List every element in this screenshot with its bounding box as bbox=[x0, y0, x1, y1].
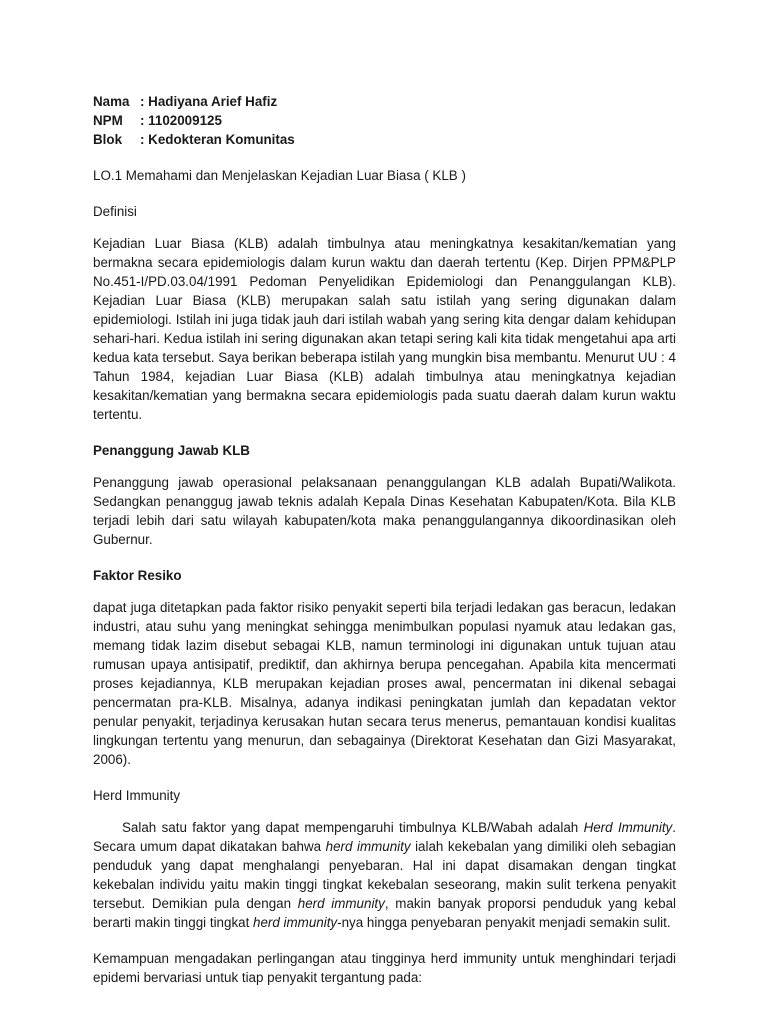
kemampuan-body: Kemampuan mengadakan perlingangan atau tingginya herd immunity untuk menghindari terjadi epidemi bervariasi untuk tiap penyakit tergantung pada: bbox=[93, 951, 676, 985]
herd-italic-3: herd immunity bbox=[297, 896, 385, 911]
herd-italic-2: herd immunity bbox=[325, 839, 411, 854]
nama-row bbox=[93, 92, 676, 111]
herd-text-1: Salah satu faktor yang dapat mempengaruhi timbulnya KLB/Wabah adalah bbox=[122, 820, 584, 835]
penanggung-heading: Penanggung Jawab KLB bbox=[93, 443, 250, 458]
npm-value: : 1102009125 bbox=[140, 113, 222, 128]
npm-row bbox=[93, 111, 676, 130]
definisi-heading: Definisi bbox=[93, 204, 137, 219]
nama-value: : Hadiyana Arief Hafiz bbox=[140, 94, 278, 109]
herd-text-2: . Secara umum dapat dikatakan bahwa bbox=[93, 820, 676, 854]
faktor-heading: Faktor Resiko bbox=[93, 568, 182, 583]
blok-row bbox=[93, 130, 676, 149]
lo-title: LO.1 Memahami dan Menjelaskan Kejadian Luar Biasa ( KLB ) bbox=[93, 168, 466, 183]
herd-italic-1: Herd Immunity bbox=[583, 820, 673, 835]
herd-italic-4: herd immunity bbox=[253, 915, 338, 930]
herd-text-5: -nya hingga penyebaran penyakit menjadi semakin sulit. bbox=[337, 915, 671, 930]
npm-label: NPM bbox=[93, 113, 123, 128]
definisi-body: Kejadian Luar Biasa (KLB) adalah timbulnya atau meningkatnya kesakitan/kematian yang bermakna secara epidemiologis dalam kurun waktu dan daerah tertentu (Kep. Dirjen PPM&PLP No.451-I/PD.03.04/1991 Pedoman Penyelidikan Epidemiologi dan Penanggulangan KLB). Kejadian Luar Biasa (KLB) merupakan salah satu istilah yang sering digunakan dalam epidemiologi. Istilah ini juga tidak jauh dari istilah wabah yang sering kita dengar dalam kehidupan sehari-hari. Kedua istilah ini sering digunakan akan tetapi sering kali kita tidak mengetahui apa arti kedua kata tersebut. Saya berikan beberapa istilah yang mungkin bisa membantu. Menurut UU : 4 Tahun 1984, kejadian Luar Biasa (KLB) adalah timbulnya atau meningkatnya kejadian kesakitan/kematian yang bermakna secara epidemiologis pada suatu daerah dalam kurun waktu tertentu. bbox=[93, 236, 676, 422]
penanggung-body: Penanggung jawab operasional pelaksanaan penanggulangan KLB adalah Bupati/Walikota. Sedangkan penanggug jawab teknis adalah Kepala Dinas Kesehatan Kabupaten/Kota. Bila KLB terjadi lebih dari satu wilayah kabupaten/kota maka penanggulangannya dikoordinasikan oleh Gubernur. bbox=[93, 475, 676, 547]
blok-value: : Kedokteran Komunitas bbox=[140, 132, 295, 147]
faktor-body: dapat juga ditetapkan pada faktor risiko penyakit seperti bila terjadi ledakan gas beracun, ledakan industri, atau suhu yang meningkat sehingga menimbulkan populasi nyamuk atau ledakan gas, memang tidak lazim disebut sebagai KLB, namun terminologi ini digunakan untuk tujuan atau rumusan upaya antisipatif, prediktif, dan akhirnya berupa pencegahan. Apabila kita mencermati proses kejadiannya, KLB merupakan kejadian proses awal, pencermatan ini dikenal sebagai pencermatan pra-KLB. Misalnya, adanya indikasi peningkatan jumlah dan kepadatan vektor penular penyakit, terjadinya kerusakan hutan secara terus menerus, pemantauan kondisi kualitas lingkungan tertentu yang menurun, dan sebagainya (Direktorat Kesehatan dan Gizi Masyarakat, 2006). bbox=[93, 600, 676, 767]
herd-heading: Herd Immunity bbox=[93, 788, 181, 803]
identity-header bbox=[93, 92, 676, 149]
herd-text-4: , makin banyak proporsi penduduk yang kebal berarti makin tinggi tingkat bbox=[93, 896, 676, 930]
blok-label: Blok bbox=[93, 132, 123, 147]
herd-text-3: ialah kekebalan yang dimiliki oleh sebagian penduduk yang dapat menghalangi penyebaran. Hal ini dapat disamakan dengan tingkat kekebalan individu yaitu makin tinggi tingkat kekebalan seseorang, makin sulit terkena penyakit tersebut. Demikian pula dengan bbox=[93, 839, 677, 911]
herd-body bbox=[93, 818, 676, 932]
nama-label: Nama bbox=[93, 94, 130, 109]
